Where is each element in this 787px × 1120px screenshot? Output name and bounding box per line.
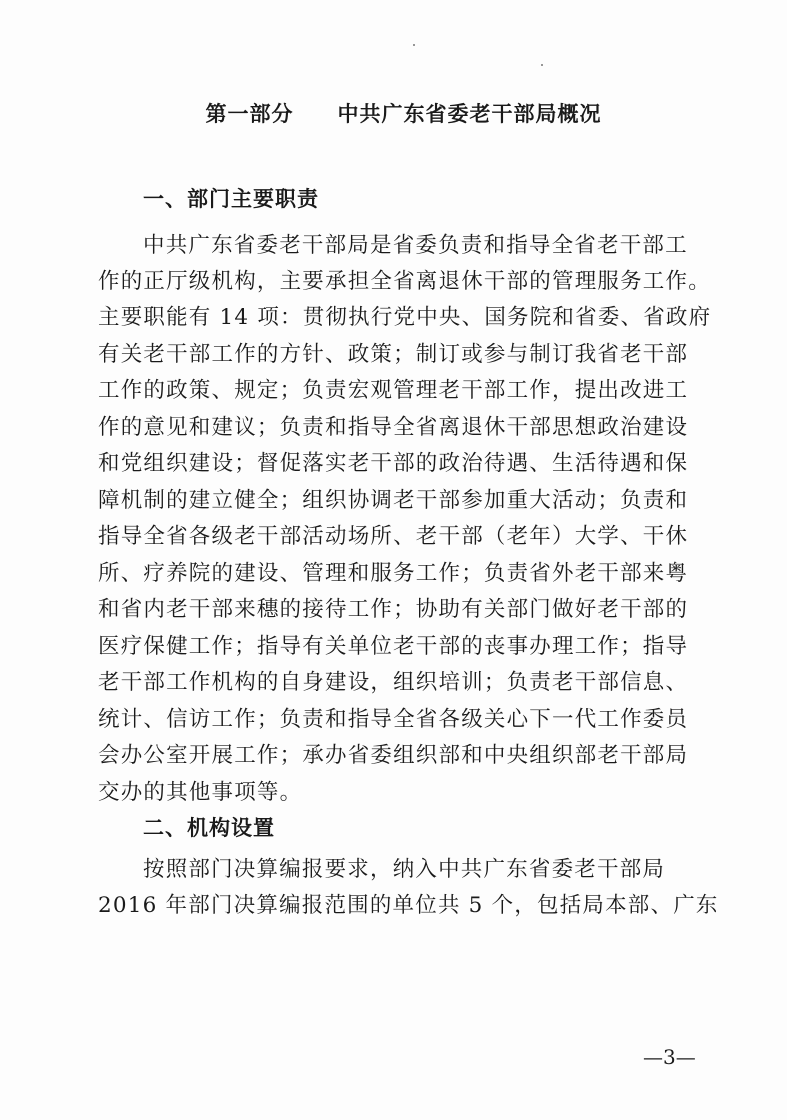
paragraph-line: 作的正厅级机构，主要承担全省离退休干部的管理服务工作。 <box>98 269 711 294</box>
paragraph-line: 医疗保健工作；指导有关单位老干部的丧事办理工作；指导 <box>98 634 689 659</box>
scan-speck <box>413 44 415 46</box>
paragraph-line: 有关老干部工作的方针、政策；制订或参与制订我省老干部 <box>98 342 689 367</box>
paragraph-line: 工作的政策、规定；负责宏观管理老干部工作，提出改进工 <box>98 378 689 403</box>
page-number: —3— <box>643 1045 696 1069</box>
paragraph-line: 和党组织建设；督促落实老干部的政治待遇、生活待遇和保 <box>98 451 689 476</box>
section-heading-structure: 二、机构设置 <box>143 816 275 840</box>
page-title: 第一部分 中共广东省委老干部局概况 <box>205 102 602 126</box>
scan-speck <box>541 64 543 66</box>
paragraph-line: 主要职能有 14 项：贯彻执行党中央、国务院和省委、省政府 <box>98 305 712 330</box>
paragraph-line: 和省内老干部来穗的接待工作；协助有关部门做好老干部的 <box>98 597 689 622</box>
paragraph-line: 老干部工作机构的自身建设，组织培训；负责老干部信息、 <box>98 670 689 695</box>
paragraph-line: 中共广东省委老干部局是省委负责和指导全省老干部工 <box>143 233 688 258</box>
paragraph-line: 障机制的建立健全；组织协调老干部参加重大活动；负责和 <box>98 488 689 513</box>
section-heading-duties: 一、部门主要职责 <box>143 187 319 211</box>
paragraph-line: 会办公室开展工作；承办省委组织部和中央组织部老干部局 <box>98 743 689 768</box>
paragraph-line: 所、疗养院的建设、管理和服务工作；负责省外老干部来粤 <box>98 561 689 586</box>
paragraph-line: 统计、信访工作；负责和指导全省各级关心下一代工作委员 <box>98 707 689 732</box>
paragraph-line: 作的意见和建议；负责和指导全省离退休干部思想政治建设 <box>98 415 689 440</box>
paragraph-line: 按照部门决算编报要求，纳入中共广东省委老干部局 <box>143 857 666 882</box>
paragraph-line: 指导全省各级老干部活动场所、老干部（老年）大学、干休 <box>98 524 689 549</box>
paragraph-line: 2016 年部门决算编报范围的单位共 5 个，包括局本部、广东 <box>98 893 719 918</box>
paragraph-line: 交办的其他事项等。 <box>98 780 303 805</box>
